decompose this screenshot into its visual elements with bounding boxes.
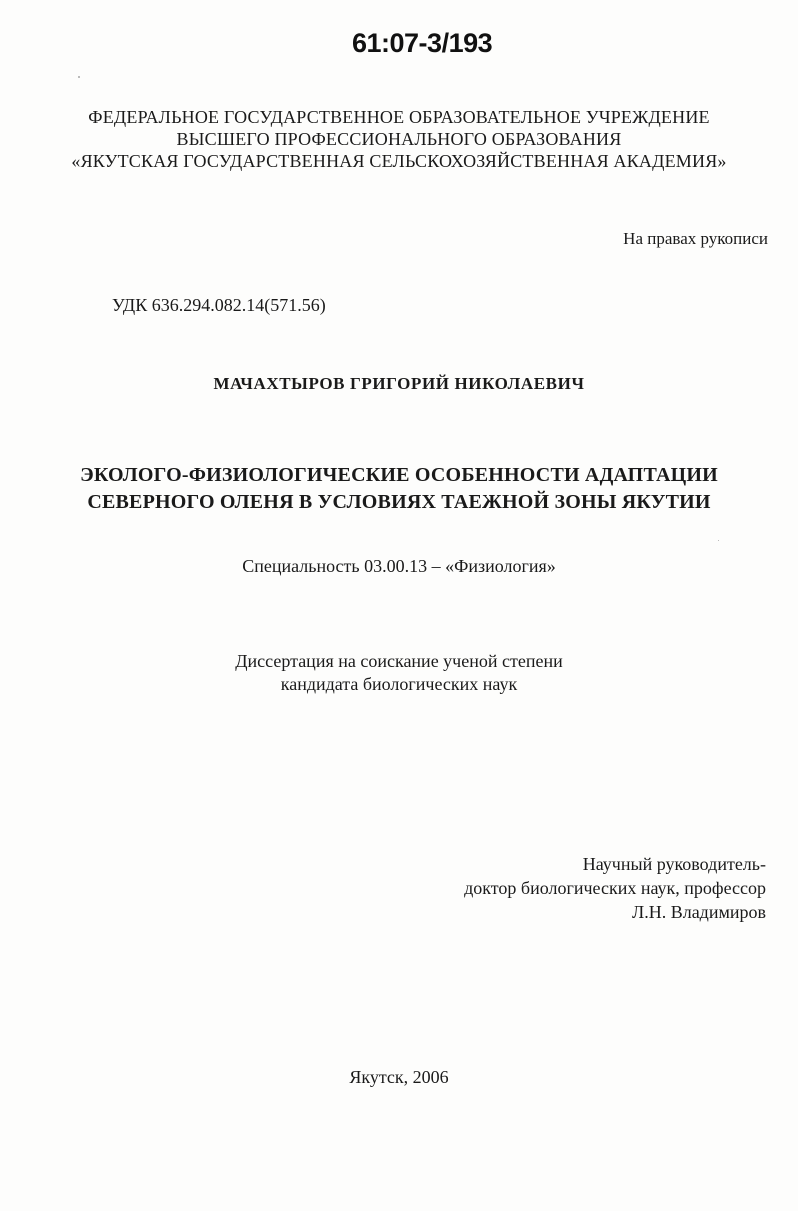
scan-speck: [78, 76, 80, 78]
author-name: МАЧАХТЫРОВ ГРИГОРИЙ НИКОЛАЕВИЧ: [213, 374, 585, 393]
manuscript-rights-note: На правах рукописи: [623, 229, 768, 248]
specialty: Специальность 03.00.13 – «Физиология»: [242, 556, 556, 576]
place-and-year: Якутск, 2006: [349, 1067, 449, 1087]
institution-line-1: ФЕДЕРАЛЬНОЕ ГОСУДАРСТВЕННОЕ ОБРАЗОВАТЕЛЬНОЕ УЧРЕЖДЕНИЕ: [88, 107, 710, 127]
thesis-title-line-1: ЭКОЛОГО-ФИЗИОЛОГИЧЕСКИЕ ОСОБЕННОСТИ АДАПТАЦИИ: [80, 464, 718, 486]
udk-code: УДК 636.294.082.14(571.56): [112, 295, 326, 315]
institution-line-2: ВЫСШЕГО ПРОФЕССИОНАЛЬНОГО ОБРАЗОВАНИЯ: [176, 129, 622, 149]
thesis-title-line-2: СЕВЕРНОГО ОЛЕНЯ В УСЛОВИЯХ ТАЕЖНОЙ ЗОНЫ ЯКУТИИ: [87, 491, 711, 513]
dissertation-degree-line-2: кандидата биологических наук: [280, 674, 518, 694]
registration-stamp: 61:07-3/193: [352, 28, 493, 58]
advisor-line-1: Научный руководитель-: [582, 854, 766, 874]
advisor-line-2: доктор биологических наук, профессор: [464, 878, 766, 898]
scan-speck: [718, 540, 719, 541]
advisor-line-3: Л.Н. Владимиров: [632, 902, 766, 922]
institution-line-3: «ЯКУТСКАЯ ГОСУДАРСТВЕННАЯ СЕЛЬСКОХОЗЯЙСТВЕННАЯ АКАДЕМИЯ»: [71, 151, 727, 171]
dissertation-degree-line-1: Диссертация на соискание ученой степени: [235, 651, 563, 671]
